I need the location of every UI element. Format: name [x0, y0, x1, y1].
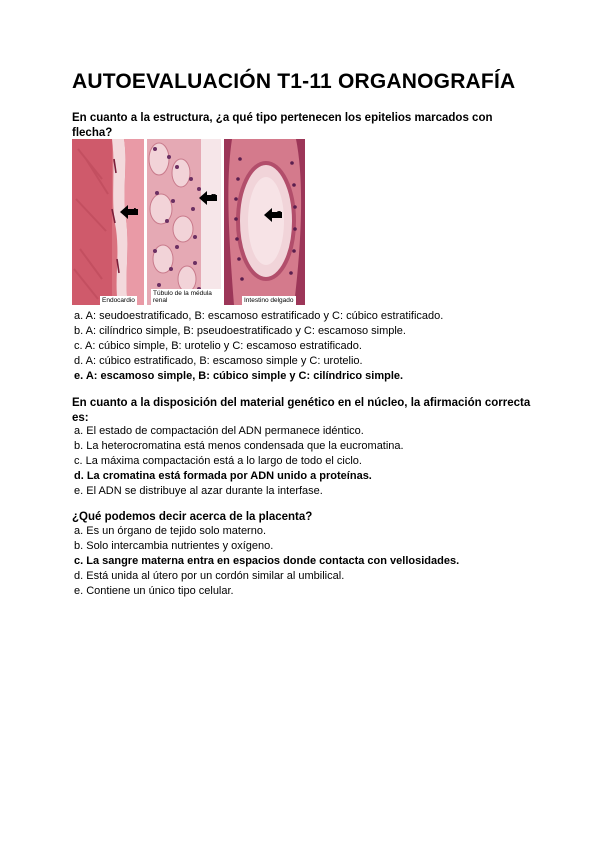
option-1a: a. A: seudoestratificado, B: escamoso estratificado y C: cúbico estratificado.	[74, 310, 444, 322]
histology-panel-intestino	[224, 139, 305, 305]
option-3e: e. Contiene un único tipo celular.	[74, 585, 234, 597]
option-3c: c. La sangre materna entra en espacios donde contacta con vellosidades.	[74, 555, 460, 567]
option-2b: b. La heterocromatina está menos condensada que la eucromatina.	[74, 440, 404, 452]
option-1b: b. A: cilíndrico simple, B: pseudoestratificado y C: escamoso simple.	[74, 325, 406, 337]
caption-tubulo-renal: Túbulo de la médula renal	[151, 289, 221, 305]
question-3-text: ¿Qué podemos decir acerca de la placenta?	[72, 511, 313, 523]
question-3-options	[74, 524, 459, 599]
endocardio-image	[72, 139, 144, 305]
histology-panel-endocardio	[72, 139, 144, 305]
histology-figure	[72, 139, 305, 305]
option-3d: d. Está unida al útero por un cordón similar al umbilical.	[74, 570, 345, 582]
option-2c: c. La máxima compactación está a lo largo de todo el ciclo.	[74, 455, 362, 467]
intestino-image	[224, 139, 305, 305]
caption-endocardio: Endocardio	[102, 297, 135, 304]
tubulo-renal-image	[147, 139, 221, 305]
option-1d: d. A: cúbico estratificado, B: escamoso simple y C: urotelio.	[74, 355, 363, 367]
question-2-text: En cuanto a la disposición del material genético en el núcleo, la afirmación correcta es:	[72, 397, 531, 424]
option-1e: e. A: escamoso simple, B: cúbico simple y C: cilíndrico simple.	[74, 370, 404, 382]
arrow-c-label: C	[276, 210, 282, 219]
option-2e: e. El ADN se distribuye al azar durante la interfase.	[74, 485, 323, 497]
question-2-options	[74, 424, 404, 499]
question-1-text: En cuanto a la estructura, ¿a qué tipo pertenecen los epitelios marcados con flecha?	[72, 112, 493, 139]
arrow-b-label: B	[211, 193, 217, 202]
arrow-a-label: A	[132, 207, 138, 216]
histology-panel-tubulo-renal	[147, 139, 221, 305]
caption-intestino: Intestino delgado	[244, 297, 294, 304]
question-1-options	[74, 309, 443, 384]
option-2d: d. La cromatina está formada por ADN unido a proteínas.	[74, 470, 372, 482]
page-title: AUTOEVALUACIÓN T1-11 ORGANOGRAFÍA	[72, 70, 516, 93]
option-2a: a. El estado de compactación del ADN permanece idéntico.	[74, 425, 364, 437]
option-1c: c. A: cúbico simple, B: urotelio y C: escamoso estratificado.	[74, 340, 362, 352]
option-3a: a. Es un órgano de tejido solo materno.	[74, 525, 267, 537]
option-3b: b. Solo intercambia nutrientes y oxígeno.	[74, 540, 274, 552]
